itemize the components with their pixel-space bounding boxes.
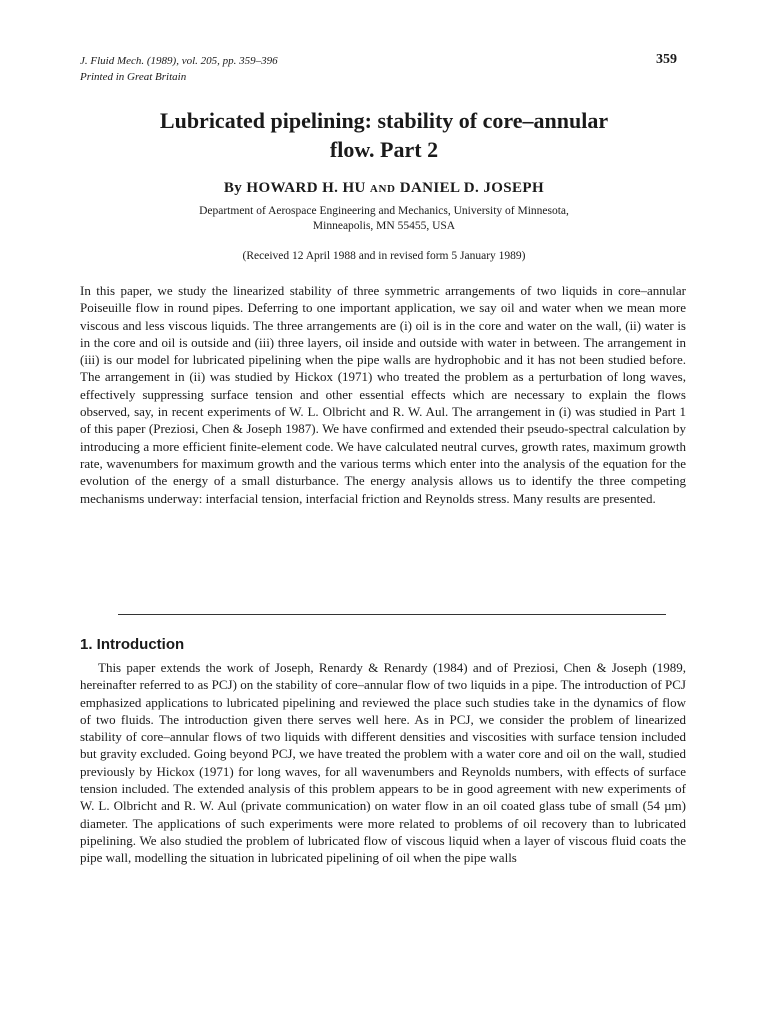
by-word: By — [223, 180, 243, 196]
abstract: In this paper, we study the linearized stability of three symmetric arrangements of two liquids in core–annular Poiseuille flow in round pipes. Deferring to one important application, we say oil and water when we mean more viscous and less viscous liquids. The three arrangements are (i) oil is in the core and water on the wall, (ii) water is in the core and oil is outside and (iii) three layers, oil inside and outside with water in between. The arrangement in (iii) is our model for lubricated pipelining when the pipe walls are hydrophobic and it has not been studied before. The arrangement in (ii) was studied by Hickox (1971) who treated the problem as a perturbation of long waves, effectively suppressing surface tension and other essential effects which are necessary to explain the flows observed, say, in recent experiments of W. L. Olbricht and R. W. Aul. The arrangement in (i) was studied in Part 1 of this paper (Preziosi, Chen & Joseph 1987). We have confirmed and extended their pseudo-spectral calculation by introducing a more efficient finite-element code. We have calculated neutral curves, growth rates, maximum growth rate, wavenumbers for maximum growth and the various terms which enter into the analysis of the equation for the evolution of the energy of a small disturbance. The energy analysis allows us to identify the three competing mechanisms underway: interfacial tension, interfacial friction and Reynolds stress. Many results are presented. — [80, 283, 686, 506]
running-head — [80, 53, 278, 85]
title-line-2: flow. Part 2 — [329, 137, 439, 162]
paper-title — [80, 106, 688, 164]
author-1: HOWARD H. HU — [246, 180, 366, 196]
journal-citation: J. Fluid Mech. (1989), vol. 205, pp. 359–396 — [80, 55, 278, 67]
section-heading: 1. Introduction — [80, 636, 185, 653]
affiliation-line-1: Department of Aerospace Engineering and Mechanics, University of Minnesota, — [199, 205, 569, 217]
abstract-divider — [118, 614, 666, 615]
page-number: 359 — [656, 52, 677, 67]
printed-in: Printed in Great Britain — [80, 71, 187, 83]
title-line-1: Lubricated pipelining: stability of core–annular — [159, 108, 609, 133]
introduction-paragraph — [80, 659, 686, 867]
affiliation — [80, 204, 688, 234]
introduction-text: This paper extends the work of Joseph, Renardy & Renardy (1984) and of Preziosi, Chen & Joseph (1989, hereinafter referred to as PCJ) on the stability of core–annular flow of two liquids in a pipe. The introduction of PCJ emphasized applications to lubricated pipelining and reviewed the place such studies take in the dynamics of flow of two fluids. The introduction given there serves well here. As in PCJ, we consider the problem of linearized stability of core–annular flows of two liquids with different densities and viscosities with surface tension included but gravity excluded. Going beyond PCJ, we have treated the problem with a water core and oil on the wall, studied previously by Hickox (1971) for long waves, for all wavenumbers and Reynolds numbers, with effects of surface tension included. The extended analysis of this problem appears to be in good agreement with new experiments of W. L. Olbricht and R. W. Aul (private communication) on water flow in an oil coated glass tube of small (54 µm) diameter. The applications of such experiments were more related to problems of oil recovery than to lubricated pipelining. We also studied the problem of lubricated flow of viscous liquid when a layer of viscous fluid coats the pipe wall, modelling the situation in lubricated pipelining of oil when the pipe walls — [80, 660, 686, 866]
affiliation-line-2: Minneapolis, MN 55455, USA — [312, 220, 456, 232]
author-2: DANIEL D. JOSEPH — [399, 180, 545, 196]
author-byline — [80, 180, 688, 197]
and-word: AND — [369, 183, 396, 195]
received-dates: (Received 12 April 1988 and in revised form 5 January 1989) — [242, 250, 526, 262]
